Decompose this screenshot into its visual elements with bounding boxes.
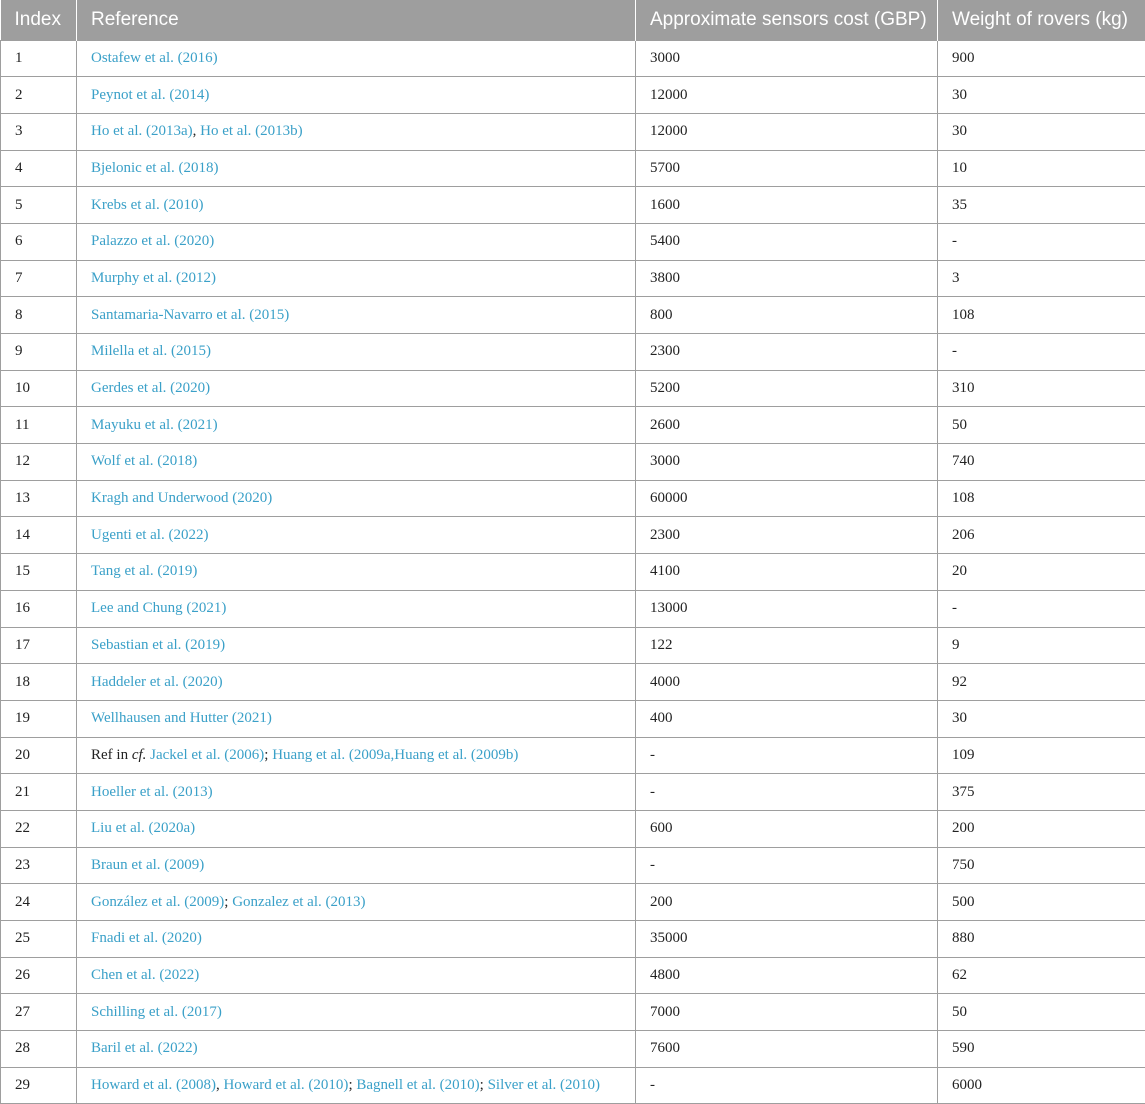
cell-index: 6	[1, 223, 77, 260]
cell-index: 13	[1, 480, 77, 517]
cell-reference	[77, 77, 636, 114]
table-row	[1, 774, 1145, 811]
reference-separator: ;	[264, 746, 273, 763]
cell-index: 9	[1, 334, 77, 371]
cell-reference	[77, 700, 636, 737]
cell-reference	[77, 407, 636, 444]
cell-reference	[77, 590, 636, 627]
reference-link[interactable]: Gerdes et al. (2020)	[91, 380, 211, 397]
table-row	[1, 407, 1145, 444]
table-row	[1, 700, 1145, 737]
reference-link[interactable]: Jackel et al. (2006)	[150, 746, 265, 763]
reference-separator: ,	[192, 123, 201, 140]
cell-weight: 92	[938, 664, 1145, 701]
cell-cost: 7600	[636, 1031, 938, 1068]
cell-reference	[77, 370, 636, 407]
header-row	[1, 0, 1145, 40]
cell-reference	[77, 1067, 636, 1104]
cell-index: 5	[1, 187, 77, 224]
table-row	[1, 77, 1145, 114]
reference-link[interactable]: Ugenti et al. (2022)	[91, 526, 209, 543]
cell-index: 29	[1, 1067, 77, 1104]
reference-link[interactable]: Braun et al. (2009)	[91, 856, 205, 873]
cell-index: 26	[1, 957, 77, 994]
cell-reference	[77, 480, 636, 517]
reference-text: cf.	[131, 746, 147, 763]
cell-reference	[77, 957, 636, 994]
cell-weight: 500	[938, 884, 1145, 921]
reference-link[interactable]: Howard et al. (2008)	[91, 1077, 216, 1094]
cell-weight: -	[938, 334, 1145, 371]
reference-link[interactable]: Murphy et al. (2012)	[91, 269, 216, 286]
cell-weight: 20	[938, 554, 1145, 591]
table-row	[1, 737, 1145, 774]
cell-index: 28	[1, 1031, 77, 1068]
cell-cost: 60000	[636, 480, 938, 517]
cell-index: 7	[1, 260, 77, 297]
cell-reference	[77, 554, 636, 591]
cell-reference	[77, 113, 636, 150]
cell-cost: 4800	[636, 957, 938, 994]
header-index: Index	[1, 0, 77, 40]
reference-separator: ;	[479, 1077, 488, 1094]
table-row	[1, 1067, 1145, 1104]
table-row	[1, 627, 1145, 664]
cell-weight: 30	[938, 77, 1145, 114]
cell-weight: 750	[938, 847, 1145, 884]
reference-link[interactable]: Liu et al. (2020a)	[91, 820, 196, 837]
cell-weight: 9	[938, 627, 1145, 664]
cell-cost: 3800	[636, 260, 938, 297]
cell-index: 14	[1, 517, 77, 554]
table-row	[1, 444, 1145, 481]
cell-weight: 108	[938, 297, 1145, 334]
reference-link[interactable]: Kragh and Underwood (2020)	[91, 490, 273, 507]
cell-index: 15	[1, 554, 77, 591]
cell-cost: 600	[636, 810, 938, 847]
cell-weight: 880	[938, 921, 1145, 958]
table-row	[1, 590, 1145, 627]
cell-reference	[77, 334, 636, 371]
cell-cost: 4000	[636, 664, 938, 701]
reference-link[interactable]: Bagnell et al. (2010)	[356, 1077, 480, 1094]
reference-link[interactable]: Tang et al. (2019)	[91, 563, 198, 580]
cell-weight: 10	[938, 150, 1145, 187]
cell-reference	[77, 517, 636, 554]
reference-link[interactable]: Hoeller et al. (2013)	[91, 783, 213, 800]
table-row	[1, 847, 1145, 884]
cell-cost: 5200	[636, 370, 938, 407]
cell-reference	[77, 260, 636, 297]
cell-index: 16	[1, 590, 77, 627]
table-body	[1, 40, 1145, 1104]
reference-link[interactable]: González et al. (2009)	[91, 893, 225, 910]
cell-index: 1	[1, 40, 77, 77]
table-row	[1, 297, 1145, 334]
reference-link[interactable]: Wellhausen and Hutter (2021)	[91, 710, 272, 727]
table-row	[1, 370, 1145, 407]
cell-weight: 35	[938, 187, 1145, 224]
cell-index: 23	[1, 847, 77, 884]
table-row	[1, 921, 1145, 958]
reference-link[interactable]: Howard et al. (2010)	[223, 1077, 349, 1094]
table-row	[1, 150, 1145, 187]
cell-cost: -	[636, 774, 938, 811]
cell-weight: 900	[938, 40, 1145, 77]
reference-link[interactable]: Haddeler et al. (2020)	[91, 673, 223, 690]
table-row	[1, 187, 1145, 224]
cell-reference	[77, 297, 636, 334]
cell-reference	[77, 150, 636, 187]
cell-index: 24	[1, 884, 77, 921]
reference-link[interactable]: Silver et al. (2010)	[487, 1077, 601, 1094]
cell-cost: 7000	[636, 994, 938, 1031]
cell-weight: 206	[938, 517, 1145, 554]
reference-link[interactable]: Chen et al. (2022)	[91, 967, 200, 984]
reference-link[interactable]: Schilling et al. (2017)	[91, 1003, 222, 1020]
reference-link[interactable]: Santamaria-Navarro et al. (2015)	[91, 306, 290, 323]
cell-index: 12	[1, 444, 77, 481]
cell-cost: 800	[636, 297, 938, 334]
reference-link[interactable]: Mayuku et al. (2021)	[91, 416, 218, 433]
cell-cost: 12000	[636, 77, 938, 114]
cell-cost: -	[636, 1067, 938, 1104]
cell-reference	[77, 994, 636, 1031]
reference-link[interactable]: Wolf et al. (2018)	[91, 453, 198, 470]
cell-index: 18	[1, 664, 77, 701]
cell-cost: 3000	[636, 444, 938, 481]
reference-link[interactable]: Bjelonic et al. (2018)	[91, 159, 219, 176]
table-row	[1, 664, 1145, 701]
table-row	[1, 994, 1145, 1031]
cell-weight: 590	[938, 1031, 1145, 1068]
table-row	[1, 517, 1145, 554]
cell-index: 27	[1, 994, 77, 1031]
header-reference: Reference	[77, 0, 636, 40]
cell-cost: 35000	[636, 921, 938, 958]
cell-reference	[77, 1031, 636, 1068]
cell-cost: 122	[636, 627, 938, 664]
cell-weight: 200	[938, 810, 1145, 847]
reference-link[interactable]: Ostafew et al. (2016)	[91, 49, 218, 66]
reference-link[interactable]: Peynot et al. (2014)	[91, 86, 210, 103]
cell-index: 20	[1, 737, 77, 774]
cell-reference	[77, 187, 636, 224]
reference-link[interactable]: Palazzo et al. (2020)	[91, 233, 215, 250]
table-row	[1, 884, 1145, 921]
cell-reference	[77, 627, 636, 664]
cell-weight: 30	[938, 700, 1145, 737]
reference-link[interactable]: Krebs et al. (2010)	[91, 196, 204, 213]
reference-separator: ;	[224, 893, 233, 910]
cell-reference	[77, 40, 636, 77]
cell-cost: 12000	[636, 113, 938, 150]
cell-reference	[77, 664, 636, 701]
cell-reference	[77, 737, 636, 774]
reference-link[interactable]: Fnadi et al. (2020)	[91, 930, 202, 947]
cell-reference	[77, 847, 636, 884]
table-row	[1, 1031, 1145, 1068]
cell-index: 2	[1, 77, 77, 114]
cell-index: 25	[1, 921, 77, 958]
cell-cost: 2300	[636, 517, 938, 554]
reference-link[interactable]: Baril et al. (2022)	[91, 1040, 198, 1057]
cell-cost: 400	[636, 700, 938, 737]
cell-reference	[77, 774, 636, 811]
cell-weight: 375	[938, 774, 1145, 811]
reference-link[interactable]: Lee and Chung (2021)	[91, 600, 227, 617]
table-header	[1, 0, 1145, 40]
cell-index: 17	[1, 627, 77, 664]
table-row	[1, 480, 1145, 517]
reference-link[interactable]: Huang et al. (2009b)	[394, 746, 519, 763]
header-cost: Approximate sensors cost (GBP)	[636, 0, 938, 40]
reference-link[interactable]: Ho et al. (2013a)	[91, 123, 193, 140]
reference-link[interactable]: Gonzalez et al. (2013)	[232, 893, 366, 910]
cell-index: 10	[1, 370, 77, 407]
cell-weight: 50	[938, 407, 1145, 444]
cell-reference	[77, 884, 636, 921]
cell-reference	[77, 223, 636, 260]
cell-cost: 5400	[636, 223, 938, 260]
cell-index: 22	[1, 810, 77, 847]
cell-cost: 2300	[636, 334, 938, 371]
cell-weight: 109	[938, 737, 1145, 774]
cell-reference	[77, 810, 636, 847]
table-row	[1, 810, 1145, 847]
cell-weight: -	[938, 223, 1145, 260]
cell-cost: 4100	[636, 554, 938, 591]
cell-weight: 30	[938, 113, 1145, 150]
cell-weight: 6000	[938, 1067, 1145, 1104]
cell-reference	[77, 444, 636, 481]
reference-link[interactable]: Huang et al. (2009a,	[272, 746, 395, 763]
cell-weight: 62	[938, 957, 1145, 994]
cell-index: 19	[1, 700, 77, 737]
reference-separator: ;	[348, 1077, 357, 1094]
cell-cost: 1600	[636, 187, 938, 224]
table-row	[1, 40, 1145, 77]
cell-cost: 200	[636, 884, 938, 921]
reference-link[interactable]: Milella et al. (2015)	[91, 343, 211, 360]
table-row	[1, 260, 1145, 297]
table-row	[1, 554, 1145, 591]
cell-cost: 3000	[636, 40, 938, 77]
cell-index: 4	[1, 150, 77, 187]
reference-link[interactable]: Ho et al. (2013b)	[200, 123, 303, 140]
cell-index: 21	[1, 774, 77, 811]
cell-weight: 108	[938, 480, 1145, 517]
cell-weight: -	[938, 590, 1145, 627]
table-row	[1, 334, 1145, 371]
table-row	[1, 113, 1145, 150]
cell-cost: -	[636, 847, 938, 884]
cell-index: 8	[1, 297, 77, 334]
cell-weight: 740	[938, 444, 1145, 481]
header-weight: Weight of rovers (kg)	[938, 0, 1145, 40]
table-row	[1, 957, 1145, 994]
cell-cost: 2600	[636, 407, 938, 444]
cell-reference	[77, 921, 636, 958]
reference-separator: ,	[215, 1077, 224, 1094]
cell-weight: 310	[938, 370, 1145, 407]
table-row	[1, 223, 1145, 260]
cell-index: 11	[1, 407, 77, 444]
cell-cost: 5700	[636, 150, 938, 187]
cell-index: 3	[1, 113, 77, 150]
cell-weight: 3	[938, 260, 1145, 297]
reference-separator: Ref in	[91, 746, 132, 763]
reference-link[interactable]: Sebastian et al. (2019)	[91, 636, 226, 653]
cell-weight: 50	[938, 994, 1145, 1031]
cell-cost: 13000	[636, 590, 938, 627]
cell-cost: -	[636, 737, 938, 774]
